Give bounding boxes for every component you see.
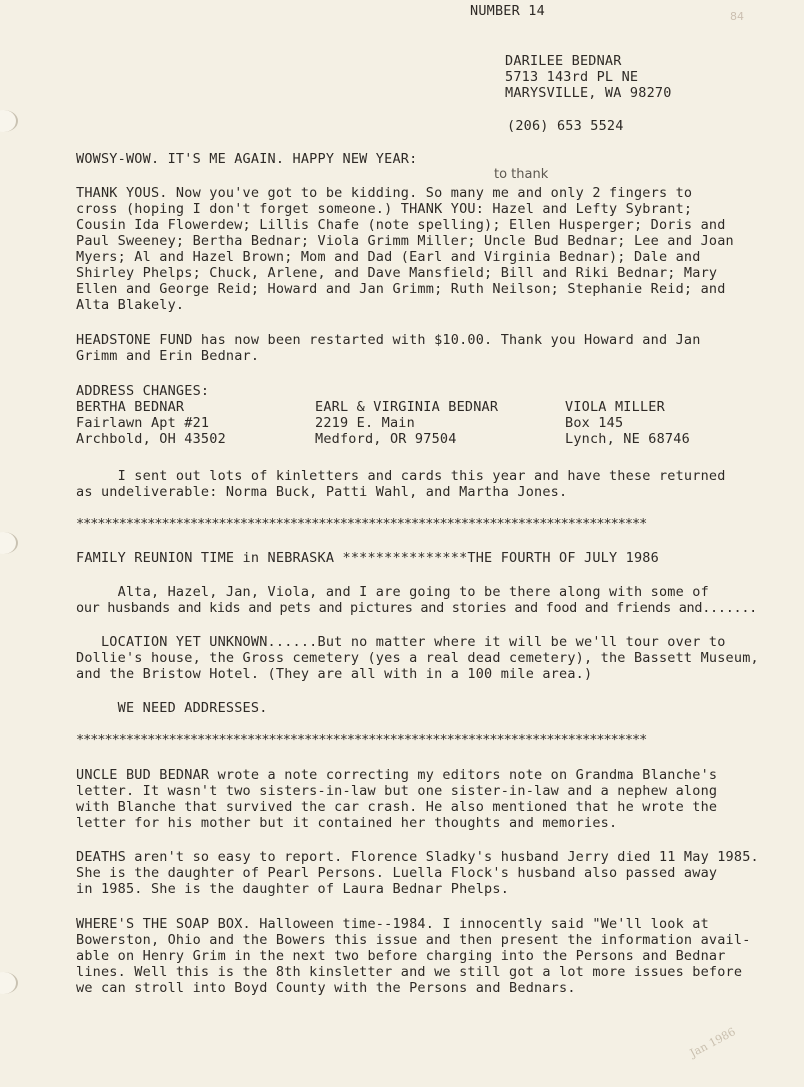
address-entry: EARL & VIRGINIA BEDNAR [315, 399, 499, 415]
issue-number: NUMBER 14 [470, 3, 545, 19]
soapbox-line: WHERE'S THE SOAP BOX. Halloween time--1984. I innocently said "We'll look at [76, 916, 709, 932]
soapbox-line: lines. Well this is the 8th kinsletter and we still got a lot more issues before [76, 964, 743, 980]
address-entry: VIOLA MILLER [565, 399, 665, 415]
returned-line: as undeliverable: Norma Buck, Patti Wahl, and Martha Jones. [76, 484, 568, 500]
address-entry: Medford, OR 97504 [315, 431, 457, 447]
reunion-heading: FAMILY REUNION TIME in NEBRASKA ***************THE FOURTH OF JULY 1986 [76, 550, 659, 566]
deaths-line: in 1985. She is the daughter of Laura Bednar Phelps. [76, 881, 510, 897]
sender-street: 5713 143rd PL NE [505, 69, 639, 85]
returned-line: I sent out lots of kinletters and cards this year and have these returned [76, 468, 726, 484]
soapbox-line: we can stroll into Boyd County with the Persons and Bednars. [76, 980, 576, 996]
uncle-bud-line: with Blanche that survived the car crash. He also mentioned that he wrote the [76, 799, 718, 815]
address-entry: BERTHA BEDNAR [76, 399, 185, 415]
soapbox-line: Bowerston, Ohio and the Bowers this issue and then present the information avail- [76, 932, 751, 948]
punch-hole-top [0, 110, 18, 132]
soapbox-line: able on Henry Grim in the next two before charging into the Persons and Bednar [76, 948, 726, 964]
thanks-line: Cousin Ida Flowerdew; Lillis Chafe (note spelling); Ellen Husperger; Doris and [76, 217, 726, 233]
address-entry: 2219 E. Main [315, 415, 415, 431]
reunion-line: our husbands and kids and pets and pictures and stories and food and friends and....... [76, 600, 758, 616]
sender-city: MARYSVILLE, WA 98270 [505, 85, 672, 101]
thanks-line: Paul Sweeney; Bertha Bednar; Viola Grimm Miller; Uncle Bud Bednar; Lee and Joan [76, 233, 734, 249]
reunion-line: Alta, Hazel, Jan, Viola, and I are going to be there along with some of [76, 584, 709, 600]
deaths-line: She is the daughter of Pearl Persons. Luella Flock's husband also passed away [76, 865, 718, 881]
uncle-bud-line: letter. It wasn't two sisters-in-law but one sister-in-law and a nephew along [76, 783, 718, 799]
headstone-line: Grimm and Erin Bednar. [76, 348, 260, 364]
address-changes-heading: ADDRESS CHANGES: [76, 383, 210, 399]
thanks-line: cross (hoping I don't forget someone.) THANK YOU: Hazel and Lefty Sybrant; [76, 201, 693, 217]
punch-hole-middle [0, 532, 18, 554]
address-entry: Box 145 [565, 415, 624, 431]
deaths-line: DEATHS aren't so easy to report. Florence Sladky's husband Jerry died 11 May 1985. [76, 849, 759, 865]
thanks-line: THANK YOUS. Now you've got to be kidding. So many me and only 2 fingers to [76, 185, 693, 201]
need-addresses: WE NEED ADDRESSES. [76, 700, 268, 716]
uncle-bud-line: UNCLE BUD BEDNAR wrote a note correcting my editors note on Grandma Blanche's [76, 767, 718, 783]
thanks-line: Shirley Phelps; Chuck, Arlene, and Dave Mansfield; Bill and Riki Bednar; Mary [76, 265, 718, 281]
address-entry: Lynch, NE 68746 [565, 431, 690, 447]
asterisk-divider: ******************************************************************************** [76, 516, 647, 532]
date-stamp: Jan 1986 [687, 1025, 738, 1060]
thanks-line: Alta Blakely. [76, 297, 185, 313]
address-entry: Fairlawn Apt #21 [76, 415, 210, 431]
corner-pencil-mark: 84 [730, 10, 744, 23]
location-line: and the Bristow Hotel. (They are all with in a 100 mile area.) [76, 666, 593, 682]
asterisk-divider: ******************************************************************************** [76, 732, 647, 748]
sender-phone: (206) 653 5524 [507, 118, 624, 134]
sender-name: DARILEE BEDNAR [505, 53, 622, 69]
location-line: LOCATION YET UNKNOWN......But no matter where it will be we'll tour over to [76, 634, 726, 650]
handwritten-insert: to thank [494, 167, 549, 182]
thanks-line: Myers; Al and Hazel Brown; Mom and Dad (Earl and Virginia Bednar); Dale and [76, 249, 701, 265]
uncle-bud-line: letter for his mother but it contained her thoughts and memories. [76, 815, 618, 831]
address-entry: Archbold, OH 43502 [76, 431, 226, 447]
greeting: WOWSY-WOW. IT'S ME AGAIN. HAPPY NEW YEAR: [76, 151, 418, 167]
headstone-line: HEADSTONE FUND has now been restarted with $10.00. Thank you Howard and Jan [76, 332, 701, 348]
punch-hole-bottom [0, 972, 18, 994]
location-line: Dollie's house, the Gross cemetery (yes a real dead cemetery), the Bassett Museum, [76, 650, 759, 666]
thanks-line: Ellen and George Reid; Howard and Jan Grimm; Ruth Neilson; Stephanie Reid; and [76, 281, 726, 297]
